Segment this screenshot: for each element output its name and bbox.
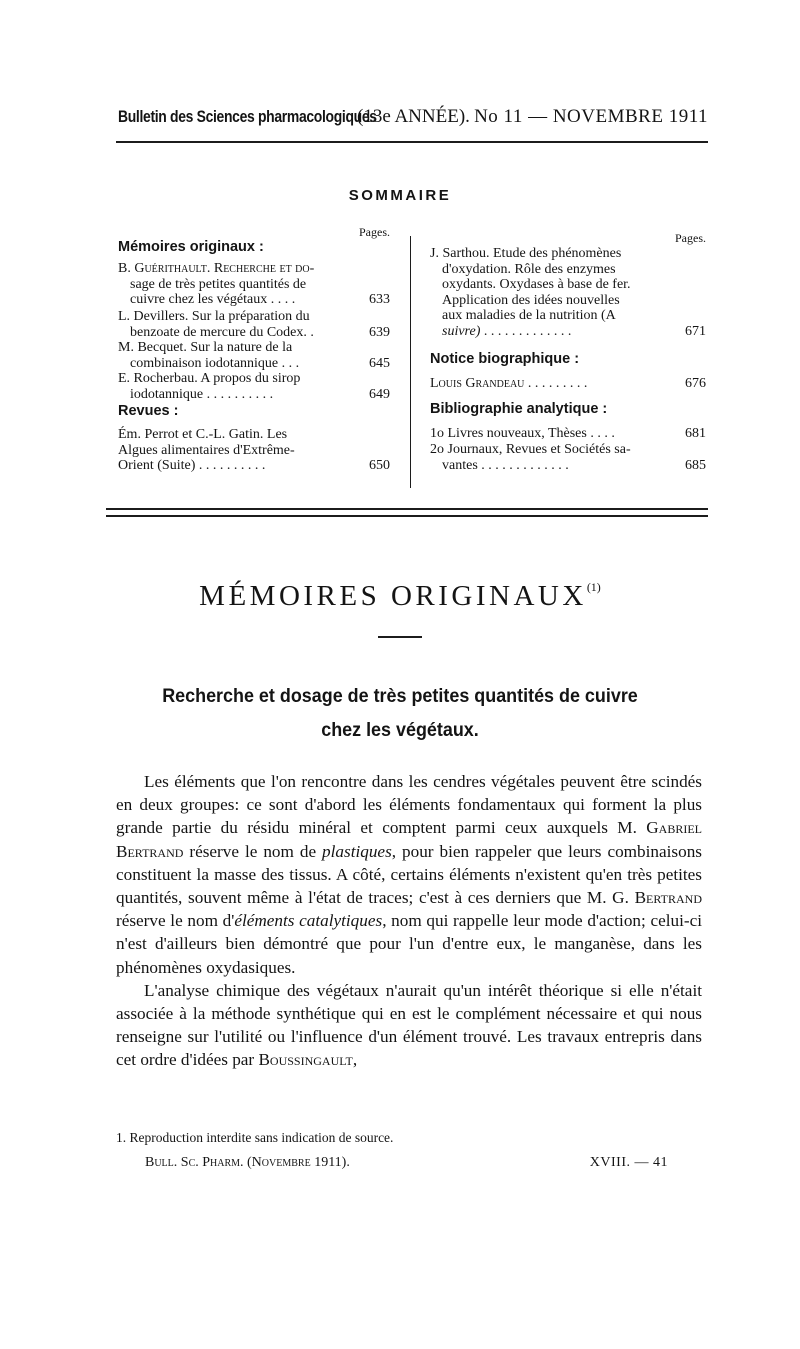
toc-entry <box>430 426 706 442</box>
article-title <box>32 679 768 747</box>
footnote: 1. Reproduction interdite sans indication de source. <box>116 1130 394 1145</box>
toc-line: combinaison iodotannique . . . <box>130 355 300 371</box>
toc-line: Ém. Perrot et C.-L. Gatin. Les <box>118 427 288 442</box>
toc-line: Louis Grandeau . . . . . . . . . <box>430 376 588 391</box>
toc-line: oxydants. Oxydases à base de fer. <box>442 277 631 292</box>
toc-line: E. Rocherbau. A propos du sirop <box>118 371 301 386</box>
toc-entry <box>430 376 706 392</box>
toc-line: M. Becquet. Sur la nature de la <box>118 340 293 355</box>
paragraph: L'analyse chimique des végétaux n'aurait qu'un intérêt théorique si elle n'était associée à la méthode synthétique qui en est le complément nécessaire et qui nous renseigne sur l'utilité ou l'influence d'un élément trouvé. Les travaux entrepris dans cet ordre d'idées par Boussingault, <box>116 980 702 1070</box>
toc-line: sage de très petites quantités de <box>130 276 307 292</box>
issue-number: No 11 — NOVEMBRE 1911 <box>474 106 708 127</box>
section-bibliographie-heading: Bibliographie analytique : <box>430 401 608 417</box>
toc-line: 1o Livres nouveaux, Thèses . . . . <box>430 426 615 441</box>
toc-page: 650 <box>369 458 390 473</box>
toc-page: 649 <box>369 386 390 402</box>
toc-line: J. Sarthou. Etude des phénomènes <box>430 246 622 261</box>
sommaire-rule-top <box>106 508 708 510</box>
toc-line: Orient (Suite) . . . . . . . . . . <box>118 458 266 473</box>
toc-line: 2o Journaux, Revues et Sociétés sa- <box>430 442 631 457</box>
toc-entry <box>430 442 706 473</box>
toc-line: vantes . . . . . . . . . . . . . <box>442 457 569 473</box>
running-header <box>118 103 708 133</box>
toc-entry <box>118 261 390 308</box>
toc-page: 633 <box>369 292 390 307</box>
toc-page: 645 <box>369 355 390 371</box>
section-title: MÉMOIRES ORIGINAUX$^{(1)}$ <box>199 580 601 612</box>
toc-entry <box>118 309 390 340</box>
toc-page: 639 <box>369 324 390 340</box>
toc-page: 676 <box>685 376 706 391</box>
toc-line: benzoate de mercure du Codex. . <box>130 324 314 340</box>
column-divider <box>410 236 411 488</box>
pages-label-right: Pages. <box>675 231 706 245</box>
article-title-line: chez les végétaux. <box>321 719 479 741</box>
sommaire-rule-bottom <box>106 515 708 517</box>
toc-page: 685 <box>685 457 706 473</box>
pages-label-left: Pages. <box>359 225 390 239</box>
footer-citation: Bull. Sc. Pharm. (Novembre 1911). <box>145 1155 350 1170</box>
footer-signature: XVIII. — 41 <box>589 1155 668 1170</box>
toc-line: suivre) . . . . . . . . . . . . . <box>442 323 572 339</box>
article-body <box>116 770 702 1072</box>
toc-entry <box>118 427 390 474</box>
toc-entry <box>430 246 706 339</box>
toc-line: B. Guérithault. Recherche et do- <box>118 261 315 276</box>
section-revues-heading: Revues : <box>118 403 179 419</box>
toc-line: aux maladies de la nutrition (A <box>442 308 616 323</box>
section-memoires-heading: Mémoires originaux : <box>118 239 264 255</box>
toc-line: L. Devillers. Sur la préparation du <box>118 309 310 324</box>
section-notice-heading: Notice biographique : <box>430 351 580 367</box>
sommaire-left-column <box>118 225 390 485</box>
toc-entry <box>118 340 390 371</box>
toc-page: 671 <box>685 323 706 339</box>
toc-line: cuivre chez les végétaux . . . . <box>130 292 296 307</box>
journal-year: (13e ANNÉE). <box>357 106 470 127</box>
toc-line: iodotannique . . . . . . . . . . <box>130 386 274 402</box>
footnote-marker: (1) <box>586 580 601 594</box>
paragraph: Les éléments que l'on rencontre dans les cendres végétales peuvent être scindés en deux groupes: ce sont d'abord les éléments fondamentaux qui forment la plus grande partie du résidu minéral et comptent parmi ceux auxquels M. Gabriel Bertrand réserve le nom de plastiques, pour bien rappeler que leurs combinaisons constituent la masse des tissus. A côté, certains éléments n'existent qu'en très petites quantités, souvent même à l'état de traces; c'est à ces derniers que M. G. Bertrand réserve le nom d'éléments catalytiques, nom qui rappelle leur mode d'action; celui-ci n'est d'ailleurs bien démontré que pour l'un d'entre eux, le manganèse, dans les phénomènes oxydasiques. <box>116 772 703 977</box>
journal-title: Bulletin des Sciences pharmacologiques <box>118 107 377 126</box>
page-footer <box>145 1155 668 1171</box>
toc-line: Application des idées nouvelles <box>442 292 620 308</box>
toc-line: Algues alimentaires d'Extrême- <box>118 442 295 458</box>
toc-page: 681 <box>685 426 706 441</box>
title-rule <box>378 636 422 638</box>
article-title-line: Recherche et dosage de très petites quantités de cuivre <box>162 685 638 707</box>
sommaire-title: SOMMAIRE <box>348 187 452 204</box>
toc-line: d'oxydation. Rôle des enzymes <box>442 261 616 277</box>
header-rule <box>116 141 708 143</box>
toc-entry <box>118 371 390 402</box>
sommaire-right-column <box>430 225 706 485</box>
